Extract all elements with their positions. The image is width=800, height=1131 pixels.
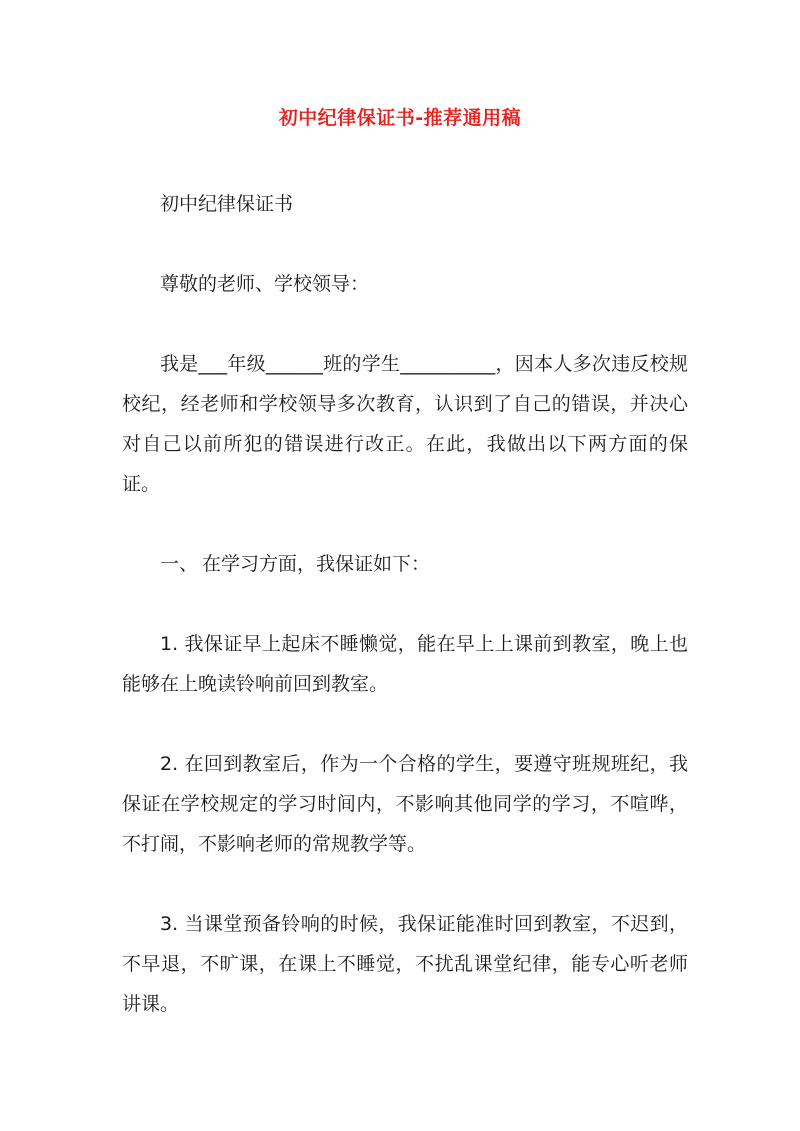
intro-paragraph: 我是___年级______班的学生__________，因本人多次违反校规校纪，经老师和学校领导多次教育，认识到了自己的错误，并决心对自己以前所犯的错误进行改正。在此，我做出以下两方面的保证。 (122, 353, 688, 495)
spacer (122, 864, 688, 904)
spacer (122, 584, 688, 624)
spacer (122, 224, 688, 264)
list-item: 2. 在回到教室后，作为一个合格的学生，要遵守班规班纪，我保证在学校规定的学习时间内，不影响其他同学的学习，不喧哗，不打闹，不影响老师的常规教学等。 (122, 753, 688, 855)
section-heading-text: 在学习方面，我保证如下： (202, 553, 431, 575)
list-item: 1. 我保证早上起床不睡懒觉，能在早上上课前到教室，晚上也能够在上晚读铃响前回到教室。 (122, 633, 688, 695)
spacer (122, 704, 688, 744)
document-title: 初中纪律保证书-推荐通用稿 (278, 107, 522, 129)
spacer (122, 504, 688, 544)
section-heading (122, 544, 688, 584)
section-number: 一、 (160, 553, 199, 575)
list-item: 3. 当课堂预备铃响的时候，我保证能准时回到教室，不迟到，不早退，不旷课，在课上不睡觉，不扰乱课堂纪律，能专心听老师讲课。 (122, 913, 688, 1015)
document-body (122, 184, 688, 1024)
salutation: 尊敬的老师、学校领导： (160, 273, 370, 295)
document-subtitle: 初中纪律保证书 (160, 193, 294, 215)
spacer (122, 304, 688, 344)
